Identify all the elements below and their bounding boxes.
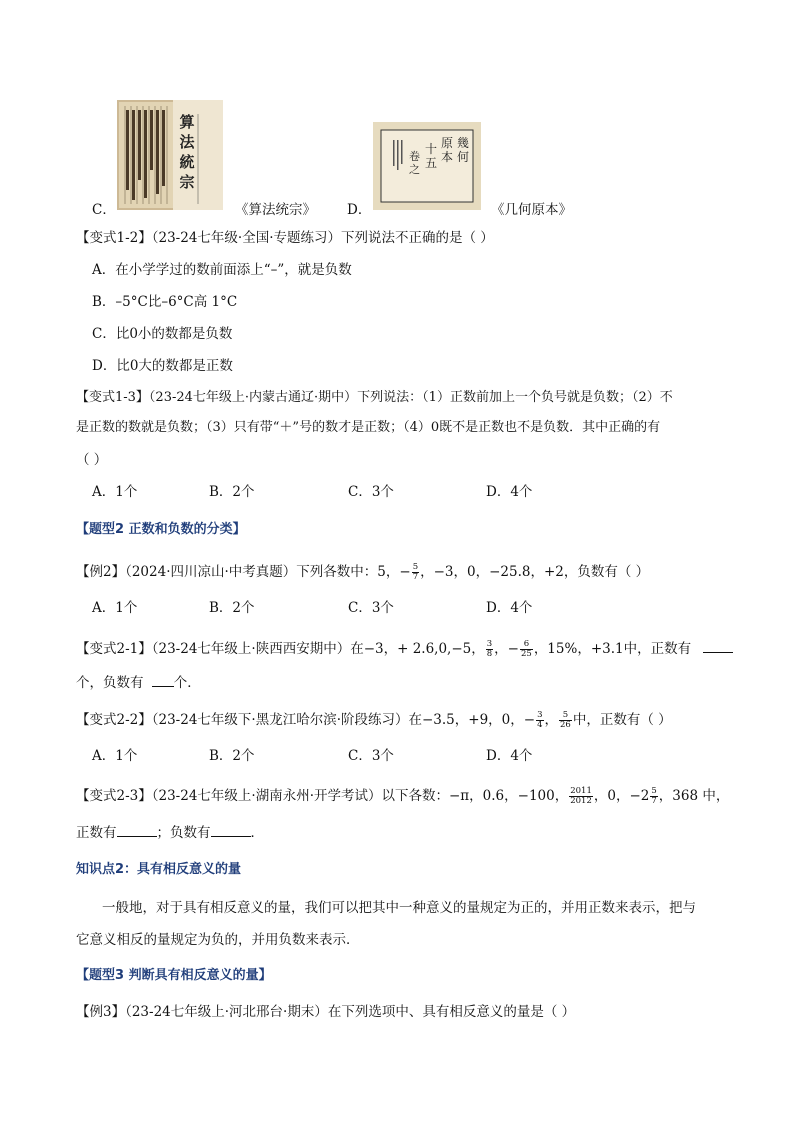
question-1-3-line-3: （ ） (76, 452, 108, 468)
question-1-3-line-2: 是正数的数就是负数；（3）只有带“＋”号的数才是正数；（4）0既不是正数也不是负数．其中正确的有 (76, 420, 661, 435)
question-1-2-option-c: C．比0小的数都是负数 (92, 326, 233, 342)
answer-blank-negative-count[interactable] (152, 672, 174, 687)
question-2-2-fraction-1: $\frac{3}{4}$ (537, 710, 543, 730)
question-1-2-stem: 【变式1-2】（23-24七年级·全国·专题练习）下列说法不正确的是（ ） (76, 230, 494, 246)
suanfa-tongzong-book-image (117, 100, 223, 210)
question-2-2-stem: 【变式2-2】（23-24七年级下·黑龙江哈尔滨·阶段练习）在−3.5，+9，0，− $\frac{3}{4}$ ， $\frac{5}{26}$ 中，正数有（ ） (76, 710, 672, 730)
question-1-3-option-c: C．3个 (348, 484, 394, 500)
option-c-label: C． (92, 202, 116, 218)
option-d-label: D． (347, 202, 372, 218)
question-1-2-option-a: A．在小学学过的数前面添上“–”，就是负数 (92, 262, 352, 278)
book-title-far: 卷之 (409, 150, 420, 176)
question-1-3-option-a: A．1个 (92, 484, 138, 500)
option-c-caption: 《算法统宗》 (235, 202, 316, 218)
question-2-2-option-a: A．1个 (92, 748, 138, 764)
book-title-mid: 原本 (441, 136, 454, 164)
example-2-option-c: C．3个 (348, 600, 394, 616)
example-2-stem-pre: 【例2】（2024·四川凉山·中考真题）下列各数中：5， (76, 564, 400, 580)
question-2-1-line-2: 个，负数有 个． (76, 672, 201, 693)
question-2-3-fraction-1: $\frac{2011}{2012}$ (570, 786, 592, 806)
knowledge-point-2-heading: 知识点2：具有相反意义的量 (76, 862, 242, 877)
question-2-1-line-1: 【变式2-1】（23-24七年级上·陕西西安期中）在−3，+ 2.6,0,−5， $\frac{3}{8}$ ，− $\frac{6}{25}$ ，15%，+3.1中，正数有 (76, 638, 733, 659)
book-title-left: 十五 (425, 142, 438, 170)
book-title: 算法統宗 (179, 113, 195, 191)
answer-blank-negative[interactable] (211, 822, 251, 837)
question-2-3-fraction-2: $\frac{5}{7}$ (651, 786, 657, 806)
question-2-2-option-b: B．2个 (209, 748, 255, 764)
section-heading-type-2: 【题型2 正数和负数的分类】 (76, 522, 246, 537)
question-2-1-fraction-1: $\frac{3}{8}$ (486, 639, 493, 659)
question-2-2-option-d: D．4个 (486, 748, 533, 764)
example-2-option-b: B．2个 (209, 600, 255, 616)
option-d-caption: 《几何原本》 (491, 202, 572, 218)
knowledge-point-2-line-2: 它意义相反的量规定为负的，并用负数来表示． (76, 932, 360, 948)
answer-blank-positive[interactable] (117, 822, 157, 837)
example-2-fraction: $\frac{5}{7}$ (412, 562, 419, 582)
book-title-right: 幾何 (457, 136, 470, 164)
example-2-stem: 【例2】（2024·四川凉山·中考真题）下列各数中：5，− $\frac{5}{7}$ ，−3，0，−25.8，+2，负数有（ ） (76, 562, 650, 582)
question-2-3-line-1: 【变式2-3】（23-24七年级上·湖南永州·开学考试）以下各数：−π，0.6，−100， $\frac{2011}{2012}$ ，0，−2 $\frac{5}{7}$ ，368 中， (76, 786, 730, 806)
answer-blank-positive-count[interactable] (703, 638, 733, 653)
question-1-3-option-d: D．4个 (486, 484, 533, 500)
question-1-2-option-b: B．–5°C比–6°C高 1°C (92, 294, 238, 310)
question-2-3-line-2: 正数有 ；负数有 ． (76, 822, 264, 843)
question-2-2-fraction-2: $\frac{5}{26}$ (560, 710, 571, 730)
question-2-2-option-c: C．3个 (348, 748, 394, 764)
example-2-stem-post: ，−3，0，−25.8，+2，负数有（ ） (420, 564, 650, 580)
question-1-2-option-d: D．比0大的数都是正数 (92, 358, 233, 374)
jihe-yuanben-book-image (373, 122, 481, 210)
question-1-3-option-b: B．2个 (209, 484, 255, 500)
knowledge-point-2-line-1: 一般地，对于具有相反意义的量，我们可以把其中一种意义的量规定为正的，并用正数来表示，把与 (102, 900, 696, 916)
example-3-stem: 【例3】（23-24七年级上·河北邢台·期末）在下列选项中、具有相反意义的量是（ ） (76, 1004, 576, 1020)
section-heading-type-3: 【题型3 判断具有相反意义的量】 (76, 968, 272, 983)
question-2-1-fraction-2: $\frac{6}{25}$ (520, 639, 532, 659)
example-2-option-a: A．1个 (92, 600, 138, 616)
question-1-3-line-1: 【变式1-3】（23-24七年级上·内蒙古通辽·期中）下列说法：（1）正数前加上一个负号就是负数；（2）不 (76, 390, 673, 405)
example-2-option-d: D．4个 (486, 600, 533, 616)
